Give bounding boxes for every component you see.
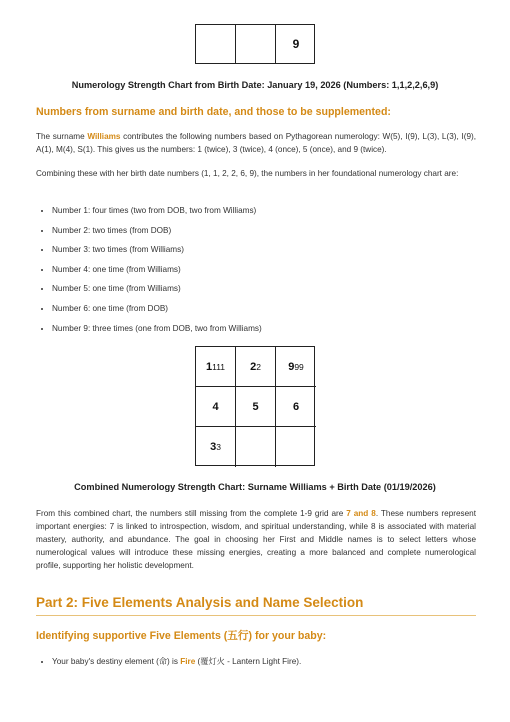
paragraph-text: From this combined chart, the numbers still missing from the complete 1-9 grid are [36,509,347,518]
missing-numbers-paragraph [36,507,476,572]
paragraph-text: . These numbers represent important energies: 7 is linked to introspection, wisdom, and spiritual understanding, while 8 is associated with material mastery, authority, and abundance. The goal in choosing her First and Middle names is to select letters whose numerological values will introduce these missing energies, creating a more balanced and complete numerological profile, supporting her holistic development. [36,509,477,570]
list-item: • Number 9: three times (one from DOB, two from Williams) [52,322,262,342]
grid-cell-1: 1 111 [196,347,236,387]
missing-numbers-highlight: 7 and 8 [346,509,376,518]
number-count-list [36,204,262,341]
grid-cell-6: 6 [276,387,316,427]
paragraph-text: The surname [36,132,88,141]
grid-cell [236,25,276,63]
grid-cell-9: 9 99 [276,347,316,387]
grid-cell-3: 3 3 [196,427,236,467]
grid-cell-empty [276,427,316,467]
list-item: • Your baby's destiny element (命) is Fire (覆灯火 - Lantern Light Fire). [52,655,301,675]
grid-cell: 9 [292,37,300,51]
surname-highlight: Williams [87,132,121,141]
grid-cell-2: 2 2 [236,347,276,387]
section-heading: Numbers from surname and birth date, and those to be supplemented: [36,106,391,118]
grid-cell [196,25,236,63]
grid-cell-5: 5 [236,387,276,427]
grid-cell-empty [236,427,276,467]
paragraph-text: contributes the following numbers based on Pythagorean numerology: W(5), I(9), L(3), L(3), I(9), A(1), M(4), S(1). This gives us the numbers: 1 (twice), 3 (twice), 4 (once), 5 (once), and 9 (twice). [36,132,476,154]
combined-chart-caption: Combined Numerology Strength Chart: Surname Williams + Birth Date (01/19/2026) [74,482,436,492]
birth-date-chart-caption: Numerology Strength Chart from Birth Date: January 19, 2026 (Numbers: 1,1,2,2,6,9) [71,80,439,90]
list-item: • Number 3: two times (from Williams) [52,243,262,263]
surname-paragraph [36,130,476,156]
list-item: • Number 2: two times (from DOB) [52,224,262,244]
heading-divider [36,615,476,616]
grid-cell-4: 4 [196,387,236,427]
combined-numerology-grid [195,346,315,466]
list-item: • Number 4: one time (from Williams) [52,263,262,283]
birth-date-grid [195,24,315,64]
list-item: • Number 5: one time (from Williams) [52,282,262,302]
element-highlight: Fire [180,657,196,666]
part2-heading: Part 2: Five Elements Analysis and Name Selection [36,595,364,610]
list-item: • Number 1: four times (two from DOB, two from Williams) [52,204,262,224]
five-elements-subheading: Identifying supportive Five Elements (五行) for your baby: [36,630,327,642]
list-item: • Number 6: one time (from DOB) [52,302,262,322]
combining-paragraph: Combining these with her birth date numbers (1, 1, 2, 2, 6, 9), the numbers in her foundational numerology chart are: [36,169,459,178]
element-list [36,655,301,675]
